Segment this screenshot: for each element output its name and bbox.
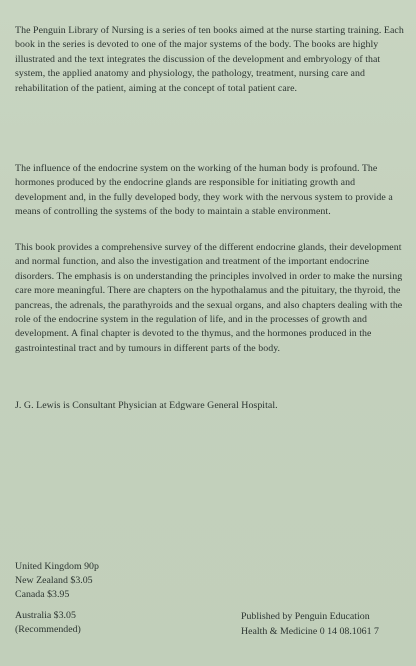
price-canada: Canada $3.95 bbox=[15, 589, 70, 601]
series-description: The Penguin Library of Nursing is a series of ten books aimed at the nurse starting training. Each book in the series is devoted to one of the major systems of the body. The books are highly illustrated and the text integrates the discussion of the development and embryology of that system, the applied anatomy and physiology, the pathology, treatment, nursing care and rehabilitation of the patient, aiming at the concept of total patient care. bbox=[15, 25, 404, 94]
price-uk: United Kingdom 90p bbox=[15, 561, 99, 572]
category-isbn: Health & Medicine 0 14 08.1061 7 bbox=[241, 625, 379, 637]
price-recommended-note: (Recommended) bbox=[15, 623, 81, 635]
price-list bbox=[15, 560, 99, 637]
published-by: Published by Penguin Education bbox=[241, 611, 370, 622]
book-survey-paragraph: This book provides a comprehensive survey of the different endocrine glands, their development and normal function, and also the investigation and treatment of the important endocrine disorders. The emphasis is on understanding the principles involved in order to make the nursing care more meaningful. There are chapters on the hypothalamus and the pituitary, the thyroid, the pancreas, the adrenals, the parathyroids and the sexual organs, and also chapters dealing with the role of the endocrine system in the regulation of life, and in the processes of growth and development. A final chapter is devoted to the thymus, and the hormones produced in the gastrointestinal tract and by tumours in different parts of the body. bbox=[15, 242, 403, 354]
price-australia: Australia $3.05 bbox=[15, 609, 76, 621]
author-note: J. G. Lewis is Consultant Physician at Edgware General Hospital. bbox=[15, 400, 278, 411]
endocrine-intro-paragraph: The influence of the endocrine system on the working of the human body is profound. The hormones produced by the endocrine glands are responsible for initiating growth and development and, in the fully developed body, they work with the nervous system to provide a means of controlling the systems of the body to maintain a stable environment. bbox=[15, 163, 393, 218]
price-new-zealand: New Zealand $3.05 bbox=[15, 575, 93, 587]
publisher-info bbox=[241, 610, 379, 640]
